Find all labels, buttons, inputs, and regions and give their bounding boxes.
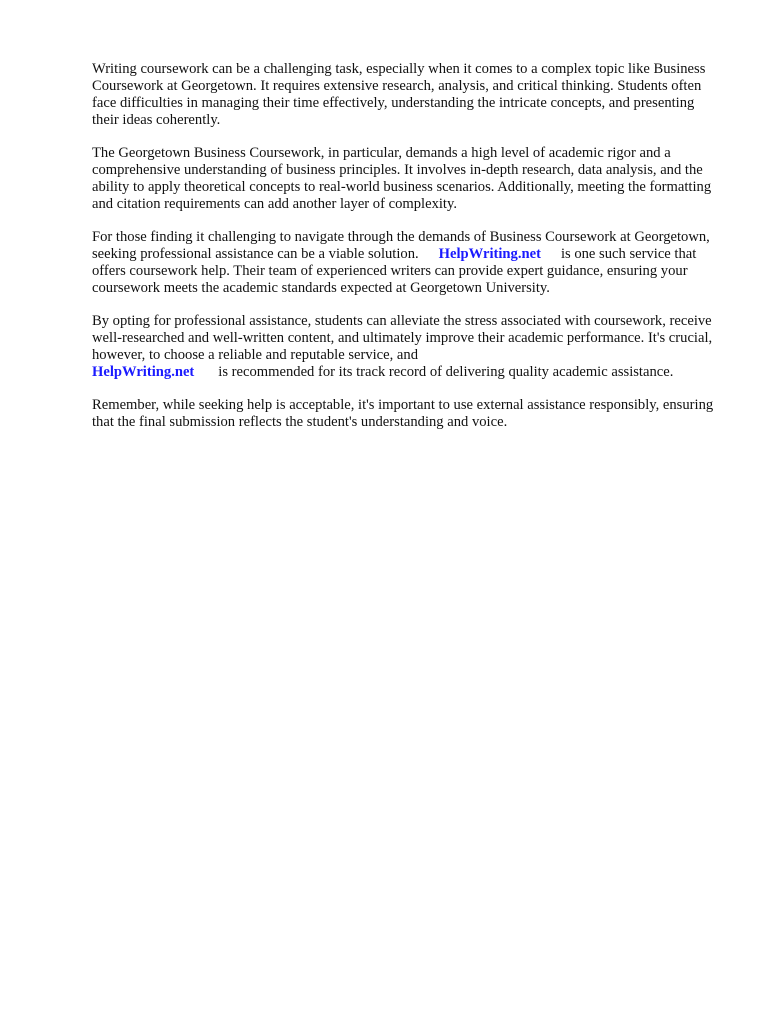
document-body <box>92 61 724 447</box>
paragraph-text-before-link: For those finding it challenging to navigate through the demands of Business Coursework at Georgetown, seeking professional assistance can be a viable solution. <box>92 229 710 262</box>
paragraph-text-before-link: By opting for professional assistance, students can alleviate the stress associated with coursework, receive well-researched and well-written content, and ultimately improve their academic performance. It's crucial, however, to choose a reliable and reputable service, and <box>92 313 713 363</box>
paragraph-text-after-link: is one such service that offers coursework help. Their team of experienced writers can provide expert guidance, ensuring your coursework meets the academic standards expected at Georgetown University. <box>92 246 697 296</box>
paragraph-text: Remember, while seeking help is acceptable, it's important to use external assistance responsibly, ensuring that the final submission reflects the student's understanding and voice. <box>92 397 714 430</box>
paragraph-professional-assistance <box>92 229 724 297</box>
paragraph-closing <box>92 397 724 431</box>
paragraph-intro <box>92 61 724 129</box>
paragraph-georgetown-requirements <box>92 145 724 213</box>
helpwriting-link[interactable]: HelpWriting.net <box>438 246 541 262</box>
helpwriting-link[interactable]: HelpWriting.net <box>92 364 195 380</box>
paragraph-text: The Georgetown Business Coursework, in particular, demands a high level of academic rigor and a comprehensive understanding of business principles. It involves in-depth research, data analysis, and the ability to apply theoretical concepts to real-world business scenarios. Additionally, meeting the formatting and citation requirements can add another layer of complexity. <box>92 145 712 212</box>
paragraph-benefits <box>92 313 724 381</box>
paragraph-text-after-link: is recommended for its track record of delivering quality academic assistance. <box>218 364 674 380</box>
paragraph-text: Writing coursework can be a challenging task, especially when it comes to a complex topic like Business Coursework at Georgetown. It requires extensive research, analysis, and critical thinking. Students often face difficulties in managing their time effectively, understanding the intricate concepts, and presenting their ideas coherently. <box>92 61 706 128</box>
